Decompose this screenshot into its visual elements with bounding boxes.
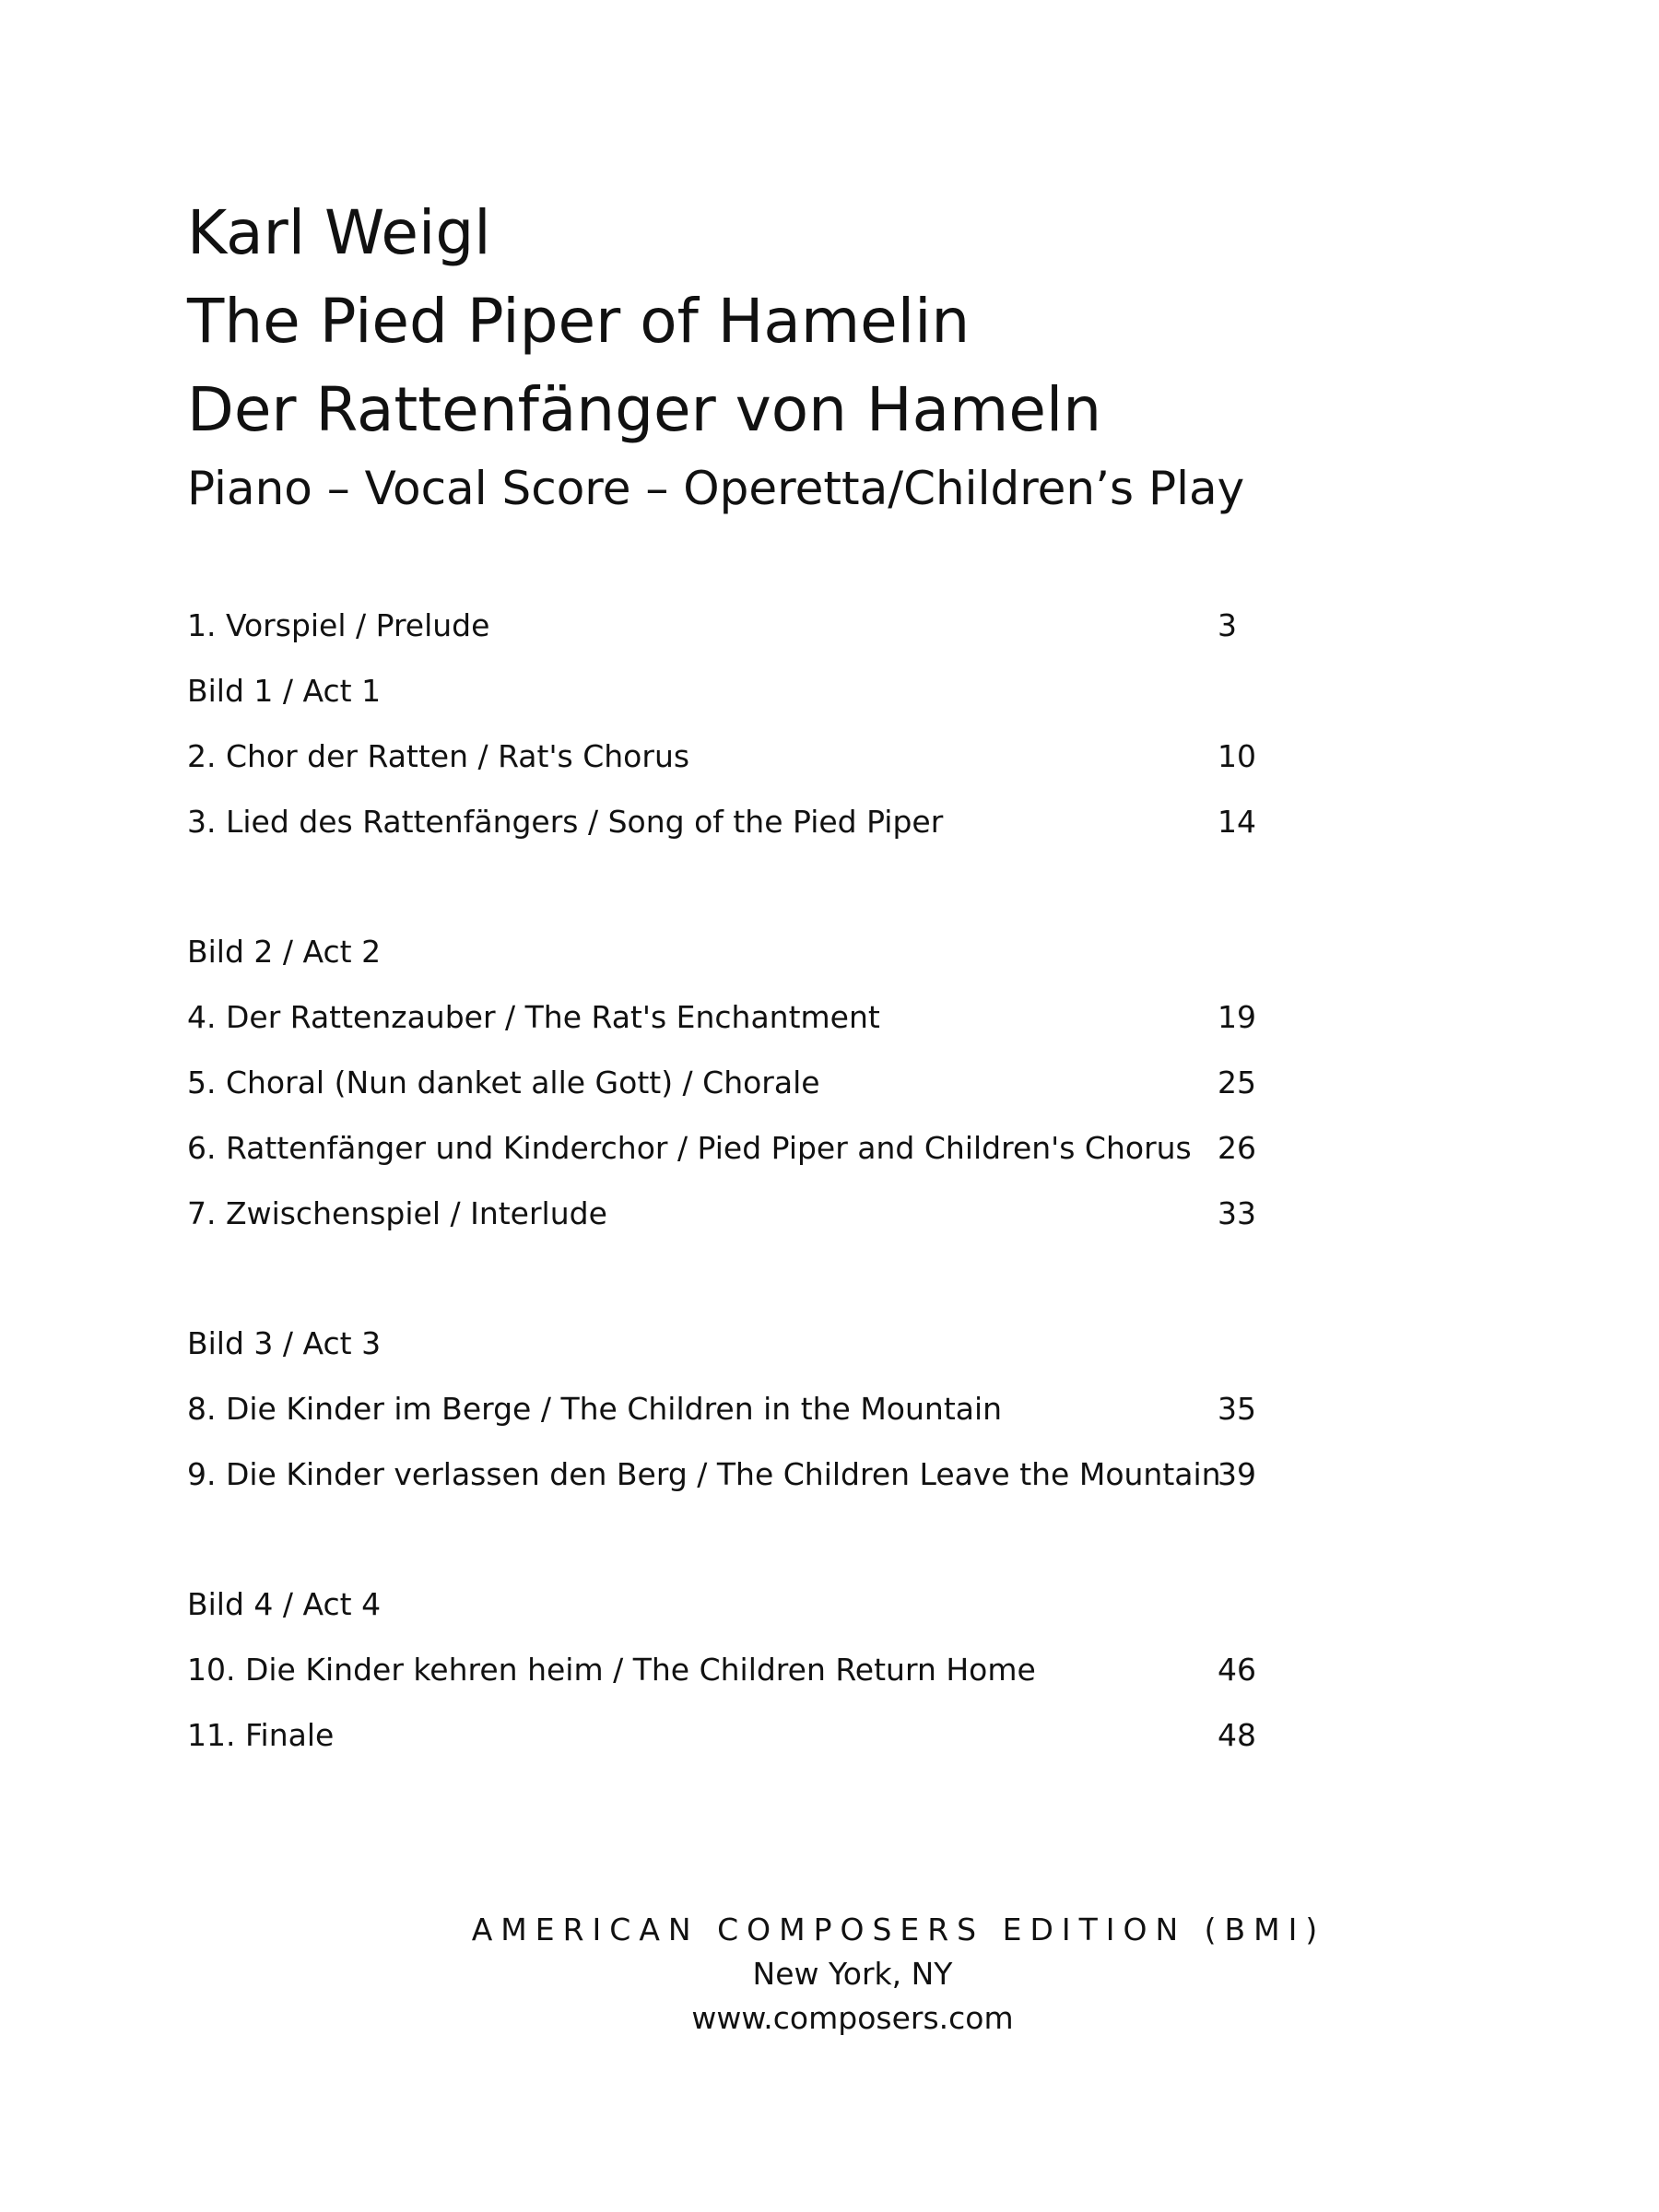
toc-entry (187, 1447, 1256, 1512)
toc-entry (187, 1055, 1256, 1121)
act-heading (187, 1316, 1256, 1382)
act-heading (187, 924, 1256, 990)
toc-entry-label: 6. Rattenfänger und Kinderchor / Pied Piper and Children's Chorus (187, 1130, 1192, 1166)
toc-entry-label: 9. Die Kinder verlassen den Berg / The Children Leave the Mountain (187, 1456, 1221, 1492)
section-spacer (187, 860, 1256, 924)
toc-entry-label: 4. Der Rattenzauber / The Rat's Enchantment (187, 999, 880, 1035)
toc-entry (187, 729, 1256, 794)
toc-entry-page: 3 (1218, 607, 1237, 643)
score-subtitle: Piano – Vocal Score – Operetta/Children’s Play (187, 462, 1245, 515)
toc-entry-page: 19 (1218, 999, 1256, 1035)
act-heading (187, 1577, 1256, 1642)
toc-entry (187, 1708, 1256, 1773)
act-heading-label: Bild 4 / Act 4 (187, 1586, 382, 1622)
toc-entry-label: 11. Finale (187, 1717, 335, 1753)
toc-entry-page: 33 (1218, 1195, 1256, 1231)
publisher-name: AMERICAN COMPOSERS EDITION (BMI) (471, 1912, 1326, 1947)
toc-entry (187, 1642, 1256, 1708)
title-block (187, 189, 1244, 521)
toc-entry-page: 10 (1218, 738, 1256, 774)
toc-entry (187, 990, 1256, 1055)
act-heading (187, 664, 1256, 729)
table-of-contents (187, 598, 1256, 1773)
act-heading-label: Bild 1 / Act 1 (187, 673, 382, 709)
title-german: Der Rattenfänger von Hameln (187, 374, 1102, 445)
toc-entry (187, 1186, 1256, 1252)
toc-entry-page: 48 (1218, 1717, 1256, 1753)
toc-entry-label: 8. Die Kinder im Berge / The Children in the Mountain (187, 1391, 1003, 1427)
toc-entry-label: 3. Lied des Rattenfängers / Song of the Pied Piper (187, 804, 944, 840)
act-heading-label: Bild 2 / Act 2 (187, 934, 382, 970)
publisher-website: www.composers.com (691, 2000, 1014, 2036)
toc-entry-page: 14 (1218, 804, 1256, 840)
composer-name: Karl Weigl (187, 197, 491, 268)
toc-entry (187, 794, 1256, 860)
publisher-city: New York, NY (752, 1956, 953, 1992)
toc-entry-label: 5. Choral (Nun danket alle Gott) / Chorale (187, 1065, 820, 1100)
toc-entry (187, 598, 1256, 664)
toc-entry-page: 26 (1218, 1130, 1256, 1166)
toc-entry-page: 39 (1218, 1456, 1256, 1492)
act-heading-label: Bild 3 / Act 3 (187, 1325, 382, 1361)
toc-entry-label: 2. Chor der Ratten / Rat's Chorus (187, 738, 690, 774)
section-spacer (187, 1512, 1256, 1577)
toc-entry (187, 1121, 1256, 1186)
toc-entry-page: 25 (1218, 1065, 1256, 1100)
toc-entry-page: 35 (1218, 1391, 1256, 1427)
toc-entry (187, 1382, 1256, 1447)
title-english: The Pied Piper of Hamelin (187, 286, 971, 357)
publisher-footer (0, 1908, 1659, 2041)
toc-entry-label: 10. Die Kinder kehren heim / The Children Return Home (187, 1652, 1036, 1688)
toc-entry-label: 1. Vorspiel / Prelude (187, 607, 490, 643)
section-spacer (187, 1252, 1256, 1316)
toc-entry-label: 7. Zwischenspiel / Interlude (187, 1195, 607, 1231)
toc-entry-page: 46 (1218, 1652, 1256, 1688)
